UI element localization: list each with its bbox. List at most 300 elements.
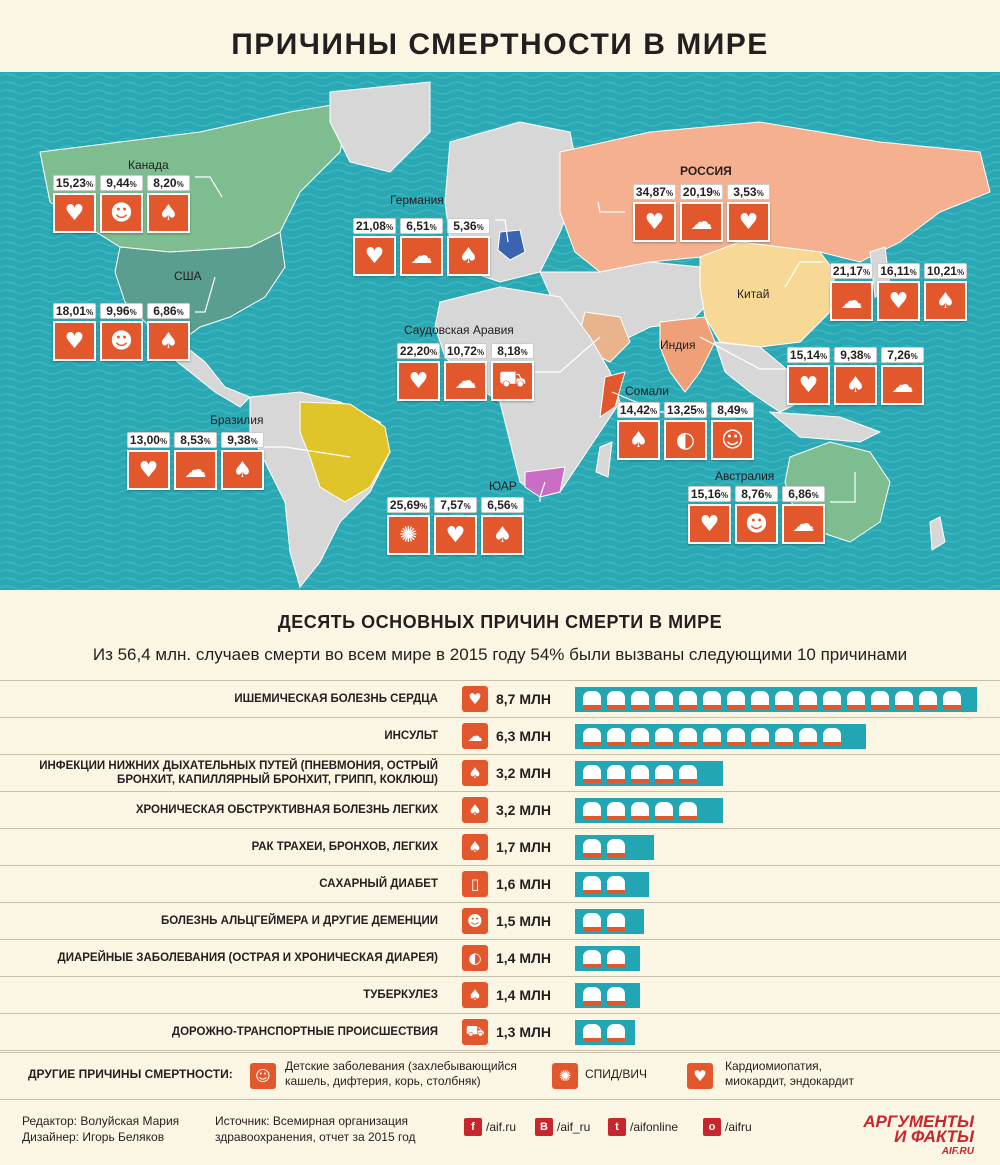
facebook-icon: f (464, 1118, 482, 1136)
percent-number: 7,57 (440, 498, 464, 512)
source (215, 1113, 416, 1145)
lungs-icon: ♠ (147, 193, 190, 233)
source-line-2: здравоохранения, отчет за 2015 год (215, 1130, 416, 1144)
stat-item (147, 175, 190, 233)
stats-china (830, 263, 967, 321)
stat-value (434, 497, 477, 513)
ranking-title: ДЕСЯТЬ ОСНОВНЫХ ПРИЧИН СМЕРТИ В МИРЕ (277, 612, 723, 632)
stat-item (100, 303, 143, 361)
country-label-germany: Германия (390, 193, 444, 207)
stat-item (100, 175, 143, 233)
stomach-icon: ◐ (462, 945, 488, 971)
stat-value (53, 303, 96, 319)
bar (575, 798, 723, 823)
bar (575, 724, 866, 749)
tombstone-icon (655, 728, 673, 746)
heart-disease-icon: ♥ (877, 281, 920, 321)
aif-logo (863, 1114, 974, 1159)
country-label-india: Индия (660, 338, 696, 352)
percent-number: 8,20 (153, 176, 177, 190)
stat-value (387, 497, 430, 513)
stats-somalia (617, 402, 754, 460)
stat-item (434, 497, 477, 555)
category-label: ДИАРЕЙНЫЕ ЗАБОЛЕВАНИЯ (ОСТРАЯ И ХРОНИЧЕСКАЯ ДИАРЕЯ) (57, 952, 438, 964)
other-cause-label: Детские заболевания (захлебывающийся кашель, дифтерия, корь, столбняк) (285, 1059, 517, 1088)
bar (575, 983, 640, 1008)
percent-number: 18,01 (55, 304, 86, 318)
credits (22, 1113, 179, 1145)
tombstone-icon (823, 691, 841, 709)
stat-item (711, 402, 754, 460)
percent-number: 21,17 (832, 264, 863, 278)
heart-disease-icon: ♥ (127, 450, 170, 490)
logo-line-1: АРГУМЕНТЫ (863, 1112, 974, 1131)
stat-item (221, 432, 264, 490)
heart-disease-icon: ♥ (353, 236, 396, 276)
stat-item (787, 347, 830, 405)
tombstone-icon (775, 728, 793, 746)
lungs-icon: ♠ (462, 834, 488, 860)
country-label-australia: Австралия (715, 469, 775, 483)
stat-item (174, 432, 217, 490)
other-causes (0, 1052, 1000, 1100)
tombstone-icon (655, 802, 673, 820)
country-label-brazil: Бразилия (210, 413, 264, 427)
stat-item (727, 184, 770, 242)
stat-value (397, 343, 440, 359)
stat-item (664, 402, 707, 460)
tombstone-icon (823, 728, 841, 746)
percent-unit: % (665, 189, 674, 198)
social-link-vk[interactable] (535, 1118, 590, 1136)
tombstone-icon (631, 765, 649, 783)
child-disease-icon: ☺ (711, 420, 754, 460)
stat-item (782, 486, 825, 544)
tombstone-icon (655, 691, 673, 709)
chart-row (0, 865, 1000, 902)
category-label: БОЛЕЗНЬ АЛЬЦГЕЙМЕРА И ДРУГИЕ ДЕМЕНЦИИ (160, 915, 438, 927)
odnoklassniki-icon: о (703, 1118, 721, 1136)
stat-item (397, 343, 440, 401)
percent-unit: % (176, 180, 184, 189)
lungs-icon: ♠ (147, 321, 190, 361)
stat-value (881, 347, 924, 363)
social-link-odnoklassniki[interactable] (703, 1118, 752, 1136)
tombstone-icon (631, 802, 649, 820)
lungs-icon: ♠ (617, 420, 660, 460)
percent-unit: % (85, 308, 94, 317)
percent-number: 9,38 (840, 348, 864, 362)
page-title: ПРИЧИНЫ СМЕРТНОСТИ В МИРЕ (231, 28, 769, 61)
tombstone-icon (631, 691, 649, 709)
stat-value (491, 343, 534, 359)
percent-number: 15,14 (789, 348, 820, 362)
editor-credit: Редактор: Волуйская Мария (22, 1114, 180, 1128)
percent-unit: % (176, 308, 184, 317)
value-label: 1,7 МЛН (496, 839, 551, 855)
percent-unit: % (129, 308, 137, 317)
social-link-facebook[interactable] (464, 1118, 516, 1136)
percent-number: 8,53 (180, 433, 204, 447)
social-link-twitter[interactable] (608, 1118, 678, 1136)
percent-unit: % (712, 189, 721, 198)
stats-germany (353, 218, 490, 276)
percent-number: 10,72 (446, 344, 477, 358)
lungs-icon: ♠ (924, 281, 967, 321)
tombstone-icon (607, 691, 625, 709)
stat-value (100, 175, 143, 191)
brain-icon: ☁ (881, 365, 924, 405)
percent-unit: % (863, 352, 871, 361)
tombstone-icon (679, 802, 697, 820)
car-icon: ⛟ (491, 361, 534, 401)
country-label-russia: РОССИЯ (680, 164, 732, 178)
percent-unit: % (476, 223, 484, 232)
stat-item (633, 184, 676, 242)
tombstone-icon (583, 1024, 601, 1042)
stat-item (680, 184, 723, 242)
stats-india (787, 347, 924, 405)
lungs-icon: ♠ (221, 450, 264, 490)
value-label: 3,2 МЛН (496, 765, 551, 781)
value-label: 1,5 МЛН (496, 913, 551, 929)
tombstone-icon (607, 987, 625, 1005)
tombstone-icon (727, 728, 745, 746)
stat-value (353, 218, 396, 234)
percent-unit: % (819, 352, 828, 361)
heart-disease-icon: ♥ (688, 504, 731, 544)
stat-value (834, 347, 877, 363)
category-label: ХРОНИЧЕСКАЯ ОБСТРУКТИВНАЯ БОЛЕЗНЬ ЛЕГКИХ (135, 804, 438, 816)
stats-saudi-arabia (397, 343, 534, 401)
stat-value (444, 343, 487, 359)
ranking-chart (0, 680, 1000, 1051)
chart-row (0, 754, 1000, 791)
alzheimer-icon: ☻ (735, 504, 778, 544)
percent-number: 5,36 (453, 219, 477, 233)
social-label: /aifonline (630, 1120, 679, 1134)
tombstone-icon (679, 691, 697, 709)
tombstone-icon (583, 913, 601, 931)
other-causes-title: ДРУГИЕ ПРИЧИНЫ СМЕРТНОСТИ: (28, 1067, 233, 1081)
tombstone-icon (607, 839, 625, 857)
stat-value (727, 184, 770, 200)
value-label: 1,3 МЛН (496, 1024, 551, 1040)
tombstone-icon (607, 913, 625, 931)
tombstone-icon (727, 691, 745, 709)
bar (575, 687, 977, 712)
child-disease-icon: ☺ (250, 1063, 276, 1089)
chart-row (0, 1013, 1000, 1050)
alzheimer-icon: ☻ (100, 193, 143, 233)
stat-item (447, 218, 490, 276)
tombstone-icon (607, 950, 625, 968)
percent-number: 6,86 (788, 487, 812, 501)
alzheimer-icon: ☻ (100, 321, 143, 361)
stat-value (147, 175, 190, 191)
percent-number: 13,25 (666, 403, 697, 417)
logo-site: AIF.RU (941, 1146, 974, 1157)
brain-icon: ☁ (782, 504, 825, 544)
car-icon: ⛟ (462, 1019, 488, 1045)
stat-item (147, 303, 190, 361)
designer-credit: Дизайнер: Игорь Беляков (22, 1130, 165, 1144)
tombstone-icon (847, 691, 865, 709)
stat-item (127, 432, 170, 490)
tombstone-icon (703, 728, 721, 746)
percent-unit: % (510, 502, 518, 511)
stat-item (830, 263, 873, 321)
category-label: САХАРНЫЙ ДИАБЕТ (319, 878, 438, 890)
value-label: 1,6 МЛН (496, 876, 551, 892)
stat-item (877, 263, 920, 321)
heart-disease-icon: ♥ (633, 202, 676, 242)
stat-value (924, 263, 967, 279)
percent-unit: % (862, 268, 871, 277)
percent-unit: % (419, 502, 428, 511)
category-label: ТУБЕРКУЛЕЗ (363, 989, 438, 1001)
stat-item (491, 343, 534, 401)
percent-unit: % (203, 437, 211, 446)
stat-item (481, 497, 524, 555)
cardiomyopathy-icon: ♥ (687, 1063, 713, 1089)
percent-number: 6,56 (487, 498, 511, 512)
lungs-icon: ♠ (481, 515, 524, 555)
stat-value (711, 402, 754, 418)
percent-number: 21,08 (355, 219, 386, 233)
tombstone-icon (583, 987, 601, 1005)
percent-unit: % (720, 491, 729, 500)
country-label-south-africa: ЮАР (489, 479, 517, 493)
stat-value (782, 486, 825, 502)
stat-value (664, 402, 707, 418)
percent-number: 20,19 (682, 185, 713, 199)
category-label: ИНСУЛЬТ (384, 730, 438, 742)
percent-unit: % (429, 223, 437, 232)
stat-value (735, 486, 778, 502)
percent-unit: % (129, 180, 137, 189)
percent-number: 7,26 (887, 348, 911, 362)
percent-number: 16,11 (880, 264, 910, 278)
percent-number: 9,96 (106, 304, 130, 318)
stats-australia (688, 486, 825, 544)
tombstone-icon (943, 691, 961, 709)
brain-icon: ☁ (830, 281, 873, 321)
tombstone-icon (655, 765, 673, 783)
chart-row (0, 976, 1000, 1013)
country-label-canada: Канада (128, 158, 169, 172)
percent-number: 14,42 (619, 403, 650, 417)
percent-unit: % (520, 348, 528, 357)
tombstone-icon (583, 691, 601, 709)
heart-disease-icon: ♥ (397, 361, 440, 401)
stat-value (688, 486, 731, 502)
percent-number: 15,16 (690, 487, 721, 501)
tombstone-icon (607, 765, 625, 783)
lungs-icon: ♠ (462, 982, 488, 1008)
stats-brazil (127, 432, 264, 490)
bar (575, 909, 644, 934)
percent-unit: % (159, 437, 168, 446)
stat-value (633, 184, 676, 200)
value-label: 1,4 МЛН (496, 950, 551, 966)
heart-disease-icon: ♥ (53, 321, 96, 361)
percent-number: 3,53 (733, 185, 757, 199)
value-label: 6,3 МЛН (496, 728, 551, 744)
percent-unit: % (740, 407, 748, 416)
percent-unit: % (429, 348, 438, 357)
tombstone-icon (751, 728, 769, 746)
other-cause-label: Кардиомиопатия, миокардит, эндокардит (725, 1059, 854, 1088)
tombstone-icon (607, 1024, 625, 1042)
percent-number: 34,87 (635, 185, 666, 199)
stats-usa (53, 303, 190, 361)
heart-disease-icon: ♥ (53, 193, 96, 233)
vk-icon: В (535, 1118, 553, 1136)
percent-number: 22,20 (399, 344, 430, 358)
brain-icon: ☁ (680, 202, 723, 242)
percent-unit: % (956, 268, 965, 277)
tombstone-icon (871, 691, 889, 709)
percent-unit: % (910, 352, 918, 361)
percent-number: 10,21 (926, 264, 957, 278)
glucometer-icon: ▯ (462, 871, 488, 897)
stats-canada (53, 175, 190, 233)
country-label-usa: США (174, 269, 202, 283)
chart-row (0, 828, 1000, 865)
chart-row (0, 902, 1000, 939)
bar (575, 946, 640, 971)
bar (575, 761, 723, 786)
ranking-subtitle: Из 56,4 млн. случаев смерти во всем мире в 2015 году 54% были вызваны следующими 10 причинами (92, 645, 908, 664)
category-label: ИШЕМИЧЕСКАЯ БОЛЕЗНЬ СЕРДЦА (234, 693, 438, 705)
lungs-icon: ♠ (447, 236, 490, 276)
stat-item (881, 347, 924, 405)
percent-number: 6,86 (153, 304, 177, 318)
stat-item (688, 486, 731, 544)
percent-number: 8,49 (717, 403, 741, 417)
percent-unit: % (811, 491, 819, 500)
percent-number: 13,00 (129, 433, 160, 447)
bar (575, 872, 649, 897)
tombstone-icon (631, 728, 649, 746)
tombstone-icon (799, 728, 817, 746)
brain-icon: ☁ (400, 236, 443, 276)
alzheimer-icon: ☻ (462, 908, 488, 934)
stat-value (100, 303, 143, 319)
country-label-somalia: Сомали (625, 384, 669, 398)
stats-russia (633, 184, 770, 242)
chart-row (0, 939, 1000, 976)
hiv-icon: ✺ (552, 1063, 578, 1089)
social-label: /aifru (725, 1120, 752, 1134)
stat-item (53, 175, 96, 233)
stat-value (174, 432, 217, 448)
cardiomyopathy-icon: ♥ (727, 202, 770, 242)
tombstone-icon (583, 802, 601, 820)
stat-item (735, 486, 778, 544)
stat-item (353, 218, 396, 276)
stat-item (444, 343, 487, 401)
tombstone-icon (895, 691, 913, 709)
percent-unit: % (696, 407, 705, 416)
percent-unit: % (85, 180, 94, 189)
percent-unit: % (250, 437, 258, 446)
percent-unit: % (649, 407, 658, 416)
heart-disease-icon: ♥ (434, 515, 477, 555)
stat-item (617, 402, 660, 460)
country-label-saudi-arabia: Саудовская Аравия (404, 323, 514, 337)
stat-value (830, 263, 873, 279)
bar (575, 1020, 635, 1045)
category-label: РАК ТРАХЕИ, БРОНХОВ, ЛЕГКИХ (251, 841, 438, 853)
stat-value (877, 263, 920, 279)
country-label-china: Китай (737, 287, 770, 301)
tombstone-icon (703, 691, 721, 709)
percent-unit: % (385, 223, 394, 232)
stat-item (400, 218, 443, 276)
percent-number: 9,38 (227, 433, 251, 447)
percent-unit: % (764, 491, 772, 500)
tombstone-icon (607, 802, 625, 820)
chart-row (0, 717, 1000, 754)
tombstone-icon (679, 728, 697, 746)
stat-value (447, 218, 490, 234)
stat-value (147, 303, 190, 319)
brain-icon: ☁ (462, 723, 488, 749)
chart-row (0, 680, 1000, 717)
tombstone-icon (679, 765, 697, 783)
lungs-icon: ♠ (462, 797, 488, 823)
percent-unit: % (463, 502, 471, 511)
lungs-icon: ♠ (462, 760, 488, 786)
category-label: ИНФЕКЦИИ НИЖНИХ ДЫХАТЕЛЬНЫХ ПУТЕЙ (ПНЕВМОНИЯ, ОСТРЫЙ БРОНХИТ, КАПИЛЛЯРНЫЙ БРОНХИТ, ГРИПП, КОКЛЮШ) (39, 760, 438, 786)
percent-unit: % (909, 268, 917, 277)
stat-item (53, 303, 96, 361)
social-label: /aif.ru (486, 1120, 517, 1134)
percent-number: 8,76 (741, 487, 765, 501)
hiv-icon: ✺ (387, 515, 430, 555)
brain-icon: ☁ (444, 361, 487, 401)
stats-south-africa (387, 497, 524, 555)
stat-item (834, 347, 877, 405)
tombstone-icon (751, 691, 769, 709)
stat-value (481, 497, 524, 513)
percent-number: 6,51 (406, 219, 430, 233)
tombstone-icon (799, 691, 817, 709)
value-label: 3,2 МЛН (496, 802, 551, 818)
footer (0, 1110, 1000, 1165)
tombstone-icon (607, 876, 625, 894)
stat-value (53, 175, 96, 191)
percent-number: 8,18 (497, 344, 521, 358)
stat-value (680, 184, 723, 200)
social-label: /aif_ru (557, 1120, 591, 1134)
chart-bottom-rule (0, 1050, 1000, 1051)
heart-disease-icon: ♥ (462, 686, 488, 712)
stat-value (127, 432, 170, 448)
stat-value (400, 218, 443, 234)
percent-number: 25,69 (389, 498, 420, 512)
tombstone-icon (919, 691, 937, 709)
tombstone-icon (583, 839, 601, 857)
percent-unit: % (756, 189, 764, 198)
source-line-1: Источник: Всемирная организация (215, 1114, 409, 1128)
stat-item (924, 263, 967, 321)
stat-value (221, 432, 264, 448)
tombstone-icon (607, 728, 625, 746)
twitter-icon: t (608, 1118, 626, 1136)
